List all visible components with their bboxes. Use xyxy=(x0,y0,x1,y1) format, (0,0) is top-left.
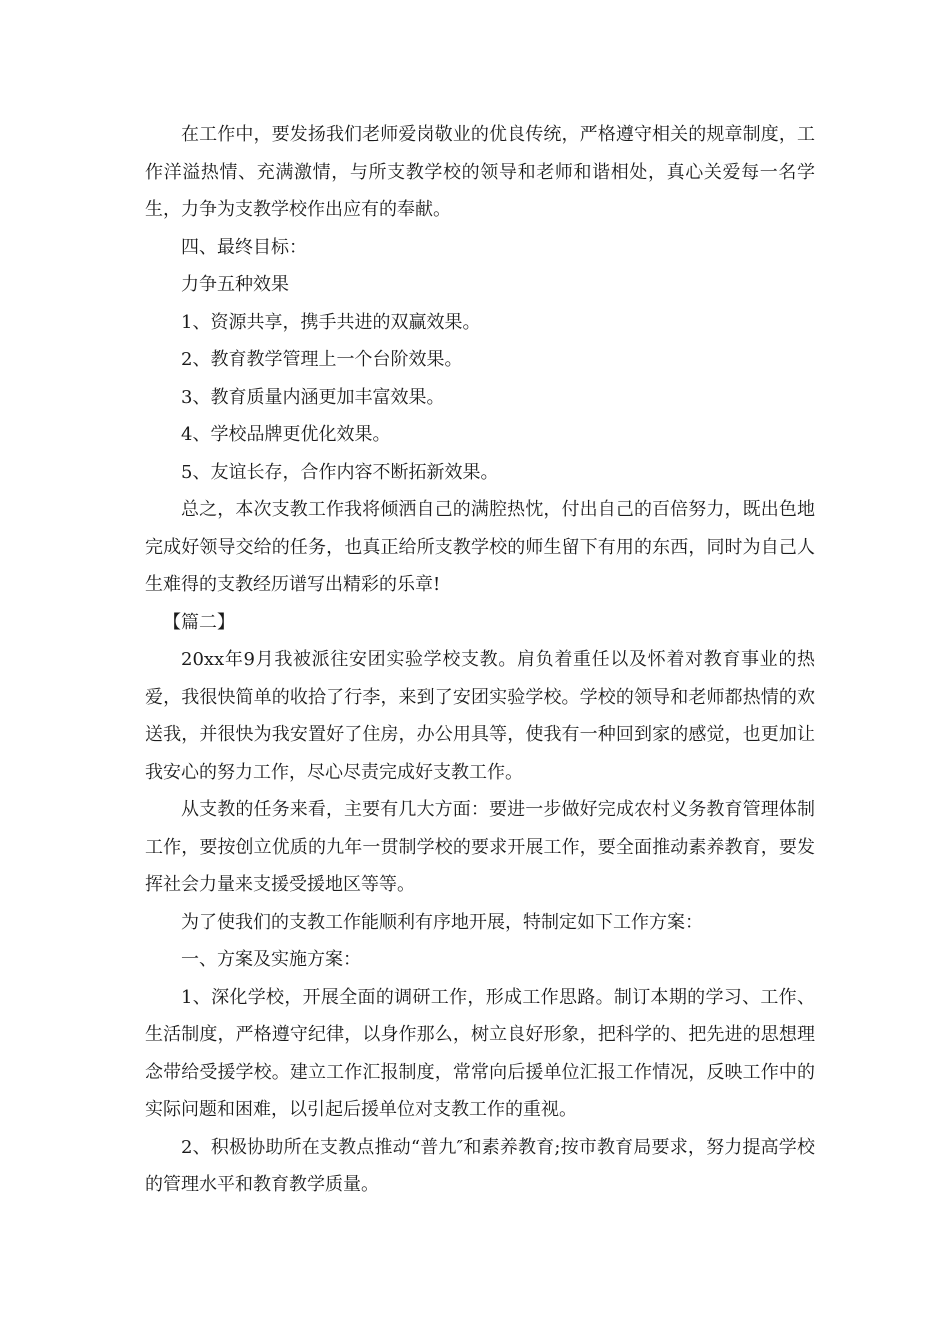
list-item-plan-1: 1、深化学校，开展全面的调研工作，形成工作思路。制订本期的学习、工作、生活制度，严格遵守纪律，以身作那么，树立良好形象，把科学的、把先进的思想理念带给受援学校。建立工作汇报制度，常常向后援单位汇报工作情况，反映工作中的实际问题和困难，以引起后援单位对支教工作的重视。 xyxy=(145,986,815,1120)
paragraph-tasks: 从支教的任务来看，主要有几大方面：要进一步做好完成农村义务教育管理体制工作，要按创立优质的九年一贯制学校的要求开展工作，要全面推动素养教育，要发挥社会力量来支援受援地区等等。 xyxy=(145,799,815,895)
list-item-effect-4: 4、学校品牌更优化效果。 xyxy=(181,424,391,445)
subheading-five-effects: 力争五种效果 xyxy=(181,274,289,295)
list-item-effect-2: 2、教育教学管理上一个台阶效果。 xyxy=(181,349,463,370)
paragraph-assignment: 20xx年9月我被派往安团实验学校支教。肩负着重任以及怀着对教育事业的热爱，我很快简单的收拾了行李，来到了安团实验学校。学校的领导和老师都热情的欢送我，并很快为我安置好了住房，办公用具等，使我有一种回到家的感觉，也更加让我安心的努力工作，尽心尽责完成好支教工作。 xyxy=(145,649,815,783)
paragraph-plan-intro: 为了使我们的支教工作能顺利有序地开展，特制定如下工作方案： xyxy=(181,911,703,933)
section-tag-part-two: 【篇二】 xyxy=(163,611,235,633)
paragraph-work-attitude: 在工作中，要发扬我们老师爱岗敬业的优良传统，严格遵守相关的规章制度，工作洋溢热情、充满激情，与所支教学校的领导和老师和谐相处，真心关爱每一名学生，力争为支教学校作出应有的奉献。 xyxy=(145,124,815,220)
heading-final-goal: 四、最终目标： xyxy=(181,236,307,258)
list-item-plan-2: 2、积极协助所在支教点推动“普九″和素养教育;按市教育局要求，努力提高学校的管理水平和教育教学质量。 xyxy=(145,1136,815,1195)
list-item-effect-5: 5、友谊长存，合作内容不断拓新效果。 xyxy=(181,461,499,483)
document-page xyxy=(145,116,815,1204)
paragraph-conclusion: 总之，本次支教工作我将倾洒自己的满腔热忱，付出自己的百倍努力，既出色地完成好领导交给的任务，也真正给所支教学校的师生留下有用的东西，同时为自己人生难得的支教经历谱写出精彩的乐章! xyxy=(145,499,815,595)
list-item-effect-3: 3、教育质量内涵更加丰富效果。 xyxy=(181,386,445,408)
list-item-effect-1: 1、资源共享，携手共进的双赢效果。 xyxy=(181,311,481,333)
heading-plan: 一、方案及实施方案： xyxy=(181,949,361,970)
